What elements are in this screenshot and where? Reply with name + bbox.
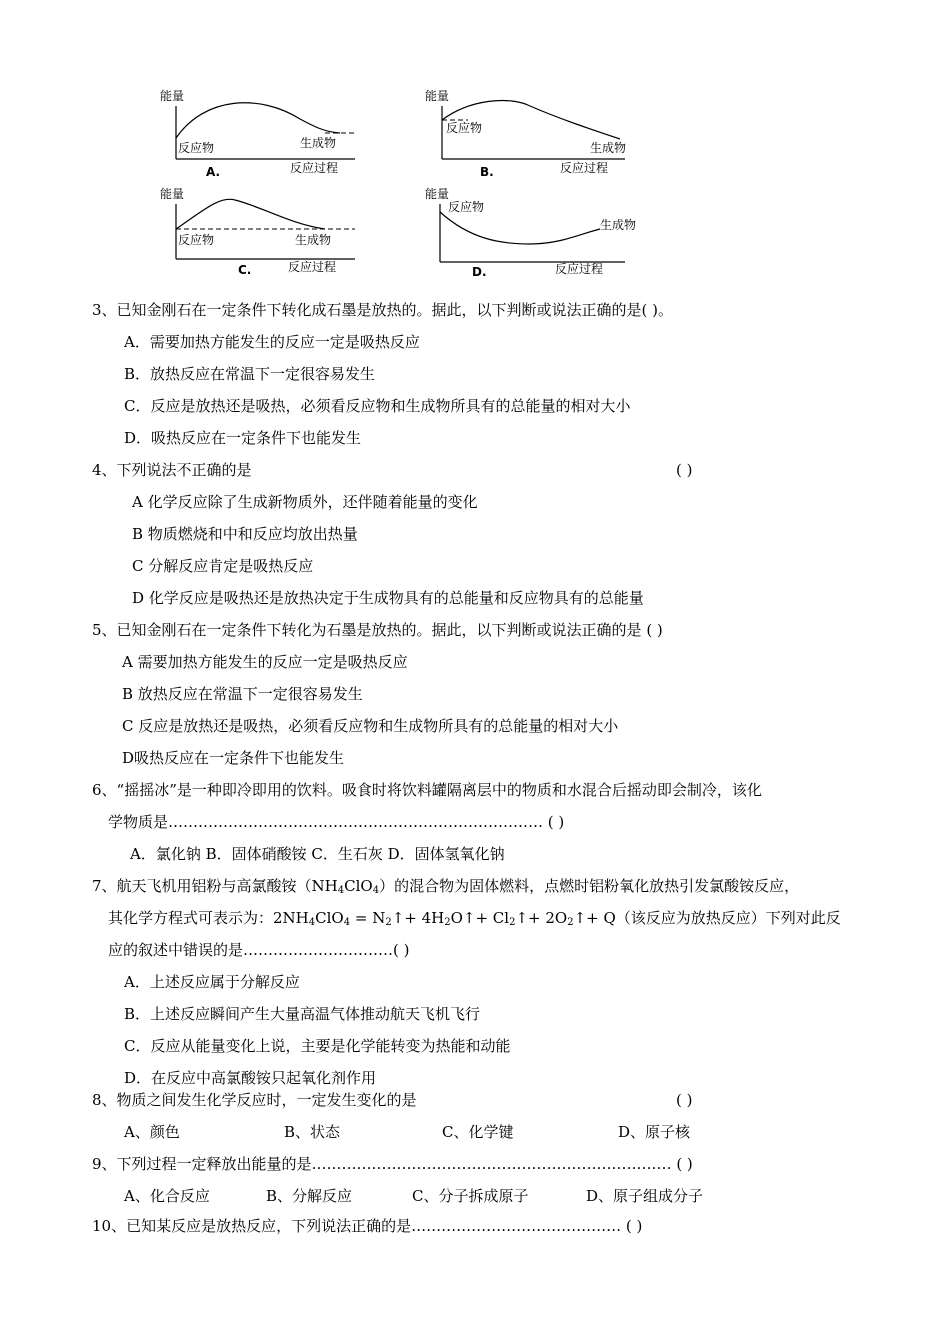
q4-option-a: A 化学反应除了生成新物质外，还伴随着能量的变化 [132, 493, 478, 511]
q7-option-a: A．上述反应属于分解反应 [124, 973, 300, 991]
q3-option-a: A．需要加热方能发生的反应一定是吸热反应 [124, 333, 420, 351]
diagram-c-process-label: 反应过程 [288, 260, 337, 274]
q8-stem: 8、物质之间发生化学反应时，一定发生变化的是 [92, 1091, 417, 1109]
q4-answer-bracket: ( ) [676, 461, 693, 479]
q7-equation: 其化学方程式可表示为：$2NH_4ClO_4$ = $N_2↑+$ $4H_2O↑+$ $Cl_2↑+$ $2O_2↑+ Q$（该反应为放热反应）下列对此反 [108, 909, 841, 928]
q5-option-c: C 反应是放热还是吸热，必须看反应物和生成物所具有的总能量的相对大小 [122, 717, 619, 735]
diagram-d-energy-label: 能量 [425, 187, 450, 201]
q9-option-b: B、分解反应 [266, 1187, 353, 1205]
q5-stem: 5、已知金刚石在一定条件下转化为石墨是放热的。据此，以下判断或说法正确的是 ( ) [92, 621, 663, 639]
q7-option-b: B．上述反应瞬间产生大量高温气体推动航天飞机飞行 [124, 1005, 481, 1023]
q4-option-c: C 分解反应肯定是吸热反应 [132, 557, 314, 575]
q10-stem: 10、已知某反应是放热反应，下列说法正确的是…………………………………… ( ) [92, 1217, 643, 1235]
q5-option-a: A 需要加热方能发生的反应一定是吸热反应 [122, 653, 408, 671]
q9-option-d: D、原子组成分子 [586, 1187, 704, 1205]
diagram-d-reactant: 反应物 [448, 200, 485, 214]
diagram-a-reactant: 反应物 [178, 141, 215, 155]
diagram-a-product: 生成物 [300, 136, 337, 150]
q9-stem: 9、下列过程一定释放出能量的是……………………………………………………………… ( ) [92, 1155, 693, 1173]
q3-option-b: B．放热反应在常温下一定很容易发生 [124, 365, 376, 383]
q9-option-c: C、分子拆成原子 [412, 1187, 529, 1205]
q3-option-d: D．吸热反应在一定条件下也能发生 [124, 429, 362, 447]
diagram-b-letter: B. [480, 165, 494, 179]
q5-option-b: B 放热反应在常温下一定很容易发生 [122, 685, 363, 703]
diagram-c-energy-label: 能量 [160, 187, 185, 201]
diagram-b-energy-label: 能量 [425, 89, 450, 103]
diagram-c-reactant: 反应物 [178, 233, 215, 247]
diagram-a [160, 88, 355, 179]
q8-option-d: D、原子核 [618, 1123, 691, 1141]
q7-option-d: D．在反应中高氯酸铵只起氧化剂作用 [124, 1069, 377, 1087]
diagram-b [425, 88, 626, 179]
q4-option-d: D 化学反应是吸热还是放热决定于生成物具有的总能量和反应物具有的总能量 [132, 589, 644, 607]
diagram-c-product: 生成物 [295, 233, 332, 247]
diagram-a-energy-label: 能量 [160, 89, 185, 103]
diagram-b-process-label: 反应过程 [560, 161, 609, 175]
q7-stem-continued: 应的叙述中错误的是…………………………( ) [108, 941, 410, 959]
diagram-b-reactant: 反应物 [446, 121, 483, 135]
q3-stem: 3、已知金刚石在一定条件下转化成石墨是放热的。据此，以下判断或说法正确的是( )。 [92, 301, 674, 319]
q5-option-d: D吸热反应在一定条件下也能发生 [122, 749, 345, 767]
energy-diagrams [150, 84, 710, 284]
energy-diagrams-svg [150, 84, 710, 284]
diagram-d-process-label: 反应过程 [555, 262, 604, 276]
q8-option-c: C、化学键 [442, 1123, 514, 1141]
diagram-b-product: 生成物 [590, 141, 627, 155]
q6-stem-continued: 学物质是………………………………………………………………… ( ) [108, 813, 565, 831]
diagram-d-product: 生成物 [600, 218, 637, 232]
diagram-d [425, 186, 636, 279]
diagram-d-letter: D. [472, 265, 487, 279]
q8-option-b: B、状态 [284, 1123, 341, 1141]
q9-option-a: A、化合反应 [124, 1187, 210, 1205]
diagram-c [160, 186, 355, 277]
q3-option-c: C．反应是放热还是吸热，必须看反应物和生成物所具有的总能量的相对大小 [124, 397, 631, 415]
diagram-a-letter: A. [206, 165, 221, 179]
q8-option-a: A、颜色 [124, 1123, 180, 1141]
q4-stem: 4、下列说法不正确的是 [92, 461, 252, 479]
q4-option-b: B 物质燃烧和中和反应均放出热量 [132, 525, 358, 543]
q6-options: A．氯化钠 B．固体硝酸铵 C．生石灰 D．固体氢氧化钠 [130, 845, 505, 863]
diagram-a-process-label: 反应过程 [290, 161, 339, 175]
diagram-c-letter: C. [238, 263, 252, 277]
q6-stem: 6、“摇摇冰”是一种即冷即用的饮料。吸食时将饮料罐隔离层中的物质和水混合后摇动即会制冷，该化 [92, 781, 762, 799]
q8-answer-bracket: ( ) [676, 1091, 693, 1109]
q7-stem: 7、航天飞机用铝粉与高氯酸铵$(NH_4ClO_4)$的混合物为固体燃料，点燃时铝粉氧化放热引发氯酸铵反应， [92, 877, 800, 896]
q7-option-c: C．反应从能量变化上说，主要是化学能转变为热能和动能 [124, 1037, 511, 1055]
